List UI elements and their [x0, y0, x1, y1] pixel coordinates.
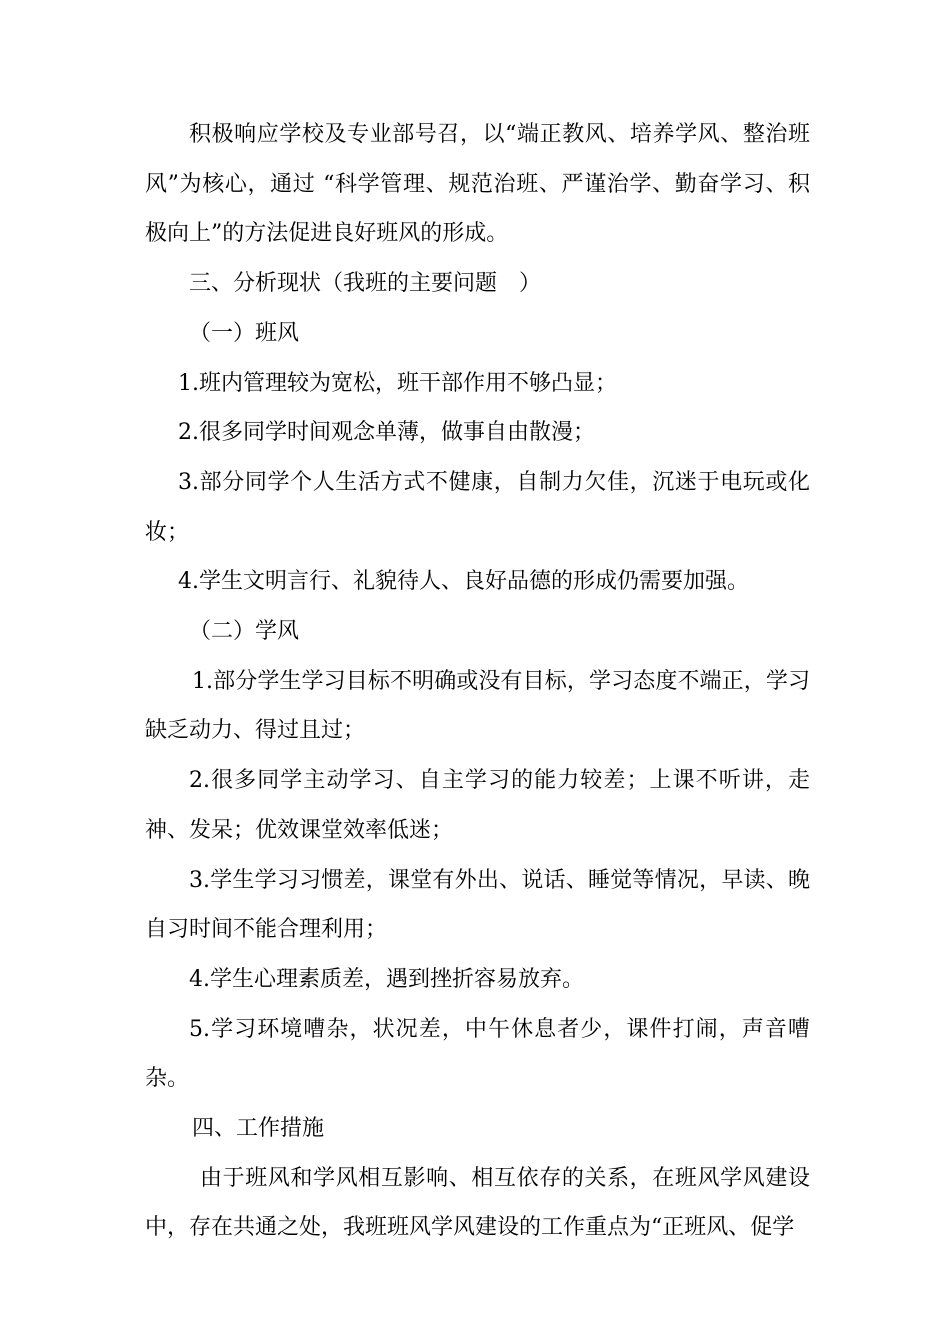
subsection-heading-study-style: （二）学风 — [189, 619, 300, 645]
intro-paragraph: 积极响应学校及专业部号召，以“端正教风、培养学风、整治班风”为核心，通过 “科学管理、规范治班、严谨治学、勤奋学习、积极向上”的方法促进良好班风的形成。 — [145, 122, 810, 247]
measures-paragraph: 由于班风和学风相互影响、相互依存的关系，在班风学风建设中，存在共通之处，我班班风学风建设的工作重点为“正班风、促学 — [145, 1165, 810, 1241]
study-style-item-3: 3.学生学习习惯差，课堂有外出、说话、睡觉等情况，早读、晚自习时间不能合理利用； — [145, 867, 810, 943]
class-style-item-1: 1.班内管理较为宽松，班干部作用不够凸显； — [178, 370, 617, 396]
study-style-item-4: 4.学生心理素质差，遇到挫折容易放弃。 — [189, 966, 584, 992]
class-style-item-4: 4.学生文明言行、礼貌待人、良好品德的形成仍需要加强。 — [178, 569, 749, 595]
section-heading-analysis: 三、分析现状（我班的主要问题 ） — [189, 271, 542, 297]
study-style-item-1: 1.部分学生学习目标不明确或没有目标，学习态度不端正，学习缺乏动力、得过且过； — [145, 668, 810, 744]
document-body — [145, 110, 810, 1253]
section-heading-measures: 四、工作措施 — [192, 1116, 325, 1142]
subsection-heading-class-style: （一）班风 — [189, 320, 300, 346]
study-style-item-2: 2.很多同学主动学习、自主学习的能力较差；上课不听讲，走神、发呆；优效课堂效率低迷； — [145, 768, 810, 843]
study-style-item-5: 5.学习环境嘈杂，状况差，中午休息者少，课件打闹，声音嘈杂。 — [145, 1016, 810, 1092]
class-style-item-3: 3.部分同学个人生活方式不健康，自制力欠佳，沉迷于电玩或化妆； — [145, 469, 810, 545]
class-style-item-2: 2.很多同学时间观念单薄，做事自由散漫； — [178, 420, 595, 446]
